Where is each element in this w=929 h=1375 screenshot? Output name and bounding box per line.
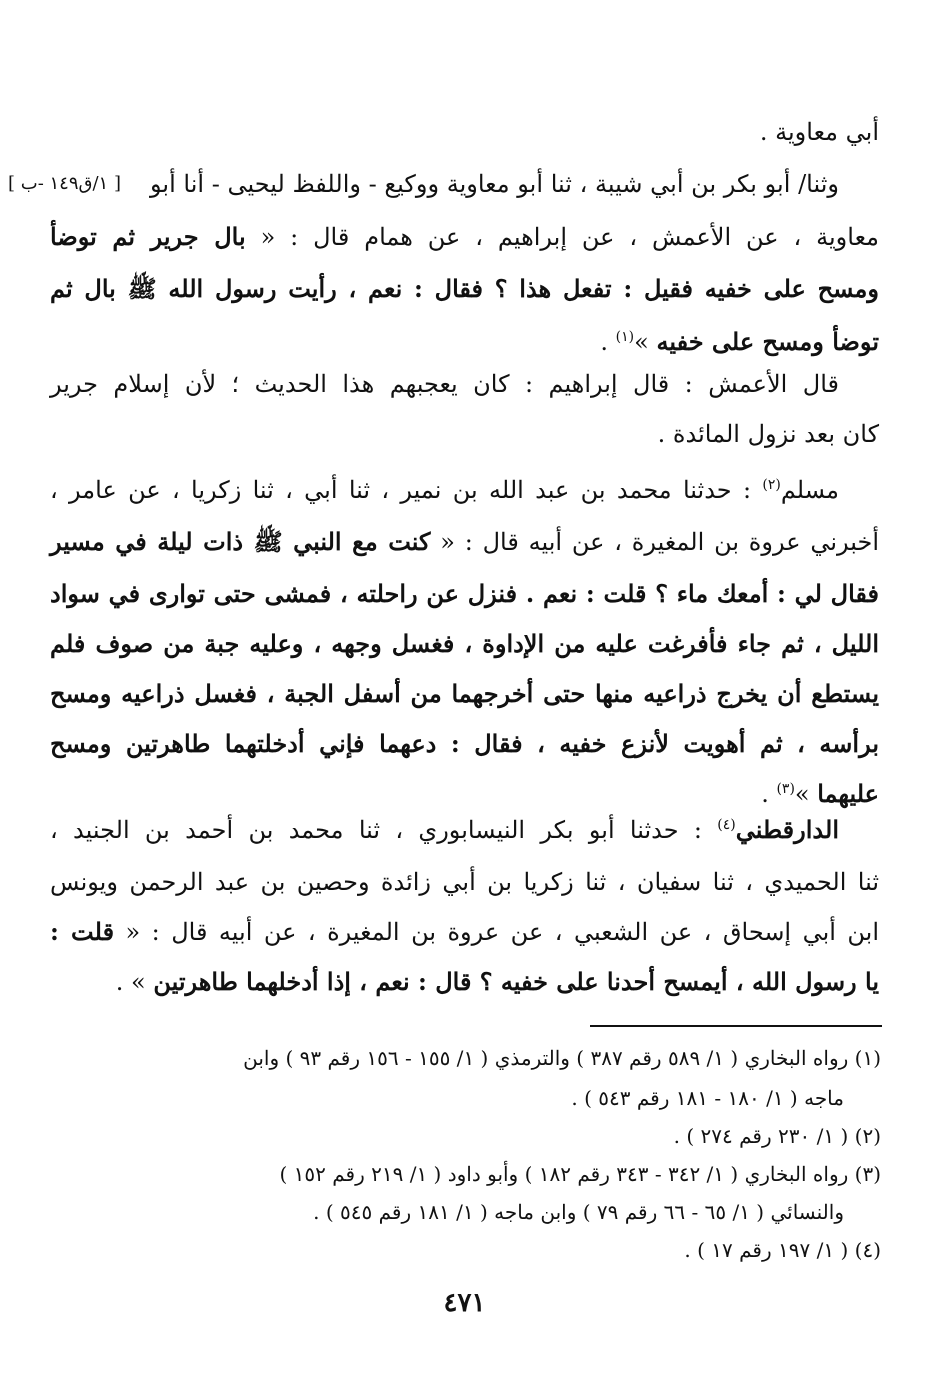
footnote-ref: (٢) [762,477,781,493]
text-span: الدارقطني [735,815,839,844]
footnote-ref: (٣) [776,781,795,797]
text-span: : حدثنا أبو بكر النيسابوري ، ثنا محمد بن أحمد بن الجنيد ، [50,816,718,844]
text-line [50,518,879,566]
footnote-line: ماجه ( ١/ ١٨٠ - ١٨١ رقم ٥٤٣ ) . [571,1086,844,1110]
text-span: يستطع أن يخرج ذراعيه منها حتى أخرجهما من أسفل الجبة ، فغسل ذراعيه ومسح [50,679,879,708]
text-span: قال الأعمش : قال إبراهيم : كان يعجبهم هذا الحديث ؛ لأن إسلام جرير [50,370,839,398]
text-line [50,318,879,366]
text-span: الليل ، ثم جاء فأفرغت عليه من الإداوة ، فغسل وجهه ، وعليه جبة من صوف فلم [50,629,879,658]
text-line [50,360,839,408]
footnote-line: (٢) ( ١/ ٢٣٠ رقم ٢٧٤ ) . [673,1124,881,1148]
text-line [50,620,879,668]
text-span: بال جرير ثم توضأ [50,222,246,251]
text-span: برأسه ، ثم أهويت لأنزع خفيه ، فقال : دعهما فإني أدخلتهما طاهرتين ومسح [50,729,879,758]
text-span: أخبرني عروة بن المغيرة ، عن أبيه قال : « [430,528,879,556]
page-number: ٤٧١ [443,1288,486,1318]
text-line [50,858,879,906]
text-span: » . [115,968,154,996]
text-line [50,958,879,1006]
footnote-line: (٤) ( ١/ ١٩٧ رقم ١٧ ) . [684,1238,881,1262]
text-span: ومسح على خفيه فقيل : تفعل هذا ؟ فقال : نعم ، رأيت رسول الله ﷺ بال ثم [50,274,879,303]
text-span: كنت مع النبي ﷺ ذات ليلة في مسير [50,527,431,556]
text-span: قلت : [50,917,115,946]
text-span: » [794,780,818,808]
text-span: . [600,328,616,356]
text-line [50,410,879,458]
text-span: . [761,780,777,808]
text-line [50,213,879,261]
text-line [50,720,879,768]
text-line [50,265,879,313]
text-line [50,108,879,156]
text-span: فقال لي : أمعك ماء ؟ قلت : نعم . فنزل عن راحلته ، فمشى حتى توارى في سواد [50,579,879,608]
text-span: » [634,328,657,356]
text-span: عليهما [817,779,879,808]
text-span: كان بعد نزول المائدة . [657,420,879,448]
manuscript-folio-note: [ ١/ق١٤٩ -ب ] [8,173,121,194]
text-span: : حدثنا محمد بن عبد الله بن نمير ، ثنا أبي ، ثنا زكريا ، عن عامر ، [50,476,763,504]
footnote-line: (٣) رواه البخاري ( ١/ ٣٤٢ - ٣٤٣ رقم ١٨٢ ) وأبو داود ( ١/ ٢١٩ رقم ١٥٢ ) [279,1162,881,1186]
footnote-separator [590,1025,882,1027]
footnote-ref: (١) [615,329,635,345]
footnote-line: والنسائي ( ١/ ٦٥ - ٦٦ رقم ٧٩ ) وابن ماجه ( ١/ ١٨١ رقم ٥٤٥ ) . [313,1200,844,1224]
text-line [50,908,879,956]
text-line [50,670,879,718]
text-line [150,160,839,208]
text-span: يا رسول الله ، أيمسح أحدنا على خفيه ؟ قال : نعم ، إذا أدخلهما طاهرتين [153,967,879,996]
text-span: توضأ ومسح على خفيه [656,327,879,356]
text-line [50,570,879,618]
text-span: مسلم [780,476,839,504]
text-line [50,466,839,514]
text-span: ابن أبي إسحاق ، عن الشعبي ، عن عروة بن المغيرة ، عن أبيه قال : « [114,918,880,946]
footnote-ref: (٤) [717,817,736,833]
text-span: معاوية ، عن الأعمش ، عن إبراهيم ، عن همام قال : « [245,223,880,251]
text-line [50,806,839,854]
text-span: ثنا الحميدي ، ثنا سفيان ، ثنا زكريا بن أبي زائدة وحصين بن عبد الرحمن ويونس [50,868,879,896]
text-span: أبي معاوية . [759,118,879,146]
text-span: وثنا/ أبو بكر بن أبي شيبة ، ثنا أبو معاوية ووكيع - واللفظ ليحيى - أنا أبو [150,170,839,198]
footnote-line: (١) رواه البخاري ( ١/ ٥٨٩ رقم ٣٨٧ ) والترمذي ( ١/ ١٥٥ - ١٥٦ رقم ٩٣ ) وابن [243,1046,881,1070]
